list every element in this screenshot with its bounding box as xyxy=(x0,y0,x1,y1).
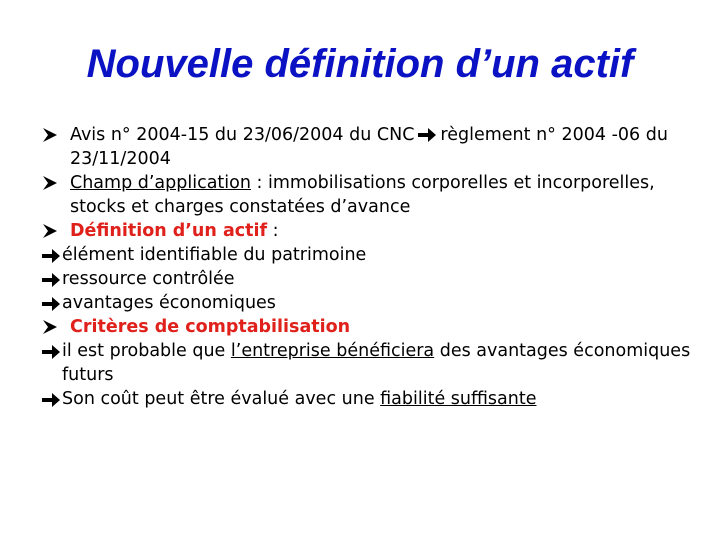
right-arrow-icon xyxy=(42,243,64,263)
chevron-right-icon xyxy=(42,171,64,190)
item-text: des avantages économiques futurs xyxy=(62,341,691,385)
slide-body xyxy=(42,123,692,411)
item-text: ressource contrôlée xyxy=(62,269,235,289)
list-item xyxy=(42,243,692,267)
item-text: avantages économiques xyxy=(62,293,276,313)
item-underlined-text: fiabilité suffisante xyxy=(380,389,537,409)
list-item xyxy=(42,339,692,387)
list-item xyxy=(42,123,692,171)
slide-title: Nouvelle définition d’un actif xyxy=(86,42,634,86)
chevron-right-icon xyxy=(42,315,64,334)
list-item xyxy=(42,291,692,315)
item-text: élément identifiable du patrimoine xyxy=(62,245,367,265)
list-item xyxy=(42,219,692,243)
item-text: : xyxy=(267,221,279,241)
item-emphasis-text: Définition d’un actif xyxy=(70,221,268,241)
right-arrow-icon xyxy=(418,128,436,142)
item-emphasis-text: Critères de comptabilisation xyxy=(70,317,351,337)
item-text: il est probable que xyxy=(62,341,231,361)
item-underlined-text: Champ d’application xyxy=(70,173,251,193)
right-arrow-icon xyxy=(42,291,64,311)
chevron-right-icon xyxy=(42,123,64,142)
item-text: règlement n° 2004 -06 du 23/11/2004 xyxy=(70,125,668,169)
list-item xyxy=(42,315,692,339)
item-text: Avis n° 2004-15 du 23/06/2004 du CNC xyxy=(70,125,415,145)
list-item xyxy=(42,387,692,411)
list-item xyxy=(42,171,692,219)
item-underlined-text: l’entreprise bénéficiera xyxy=(230,341,435,361)
right-arrow-icon xyxy=(42,387,64,407)
chevron-right-icon xyxy=(42,219,64,238)
right-arrow-icon xyxy=(42,339,64,359)
item-text: Son coût peut être évalué avec une xyxy=(62,389,381,409)
list-item xyxy=(42,267,692,291)
item-text: : immobilisations corporelles et incorporelles, stocks et charges constatées d’avance xyxy=(70,173,655,217)
right-arrow-icon xyxy=(42,267,64,287)
